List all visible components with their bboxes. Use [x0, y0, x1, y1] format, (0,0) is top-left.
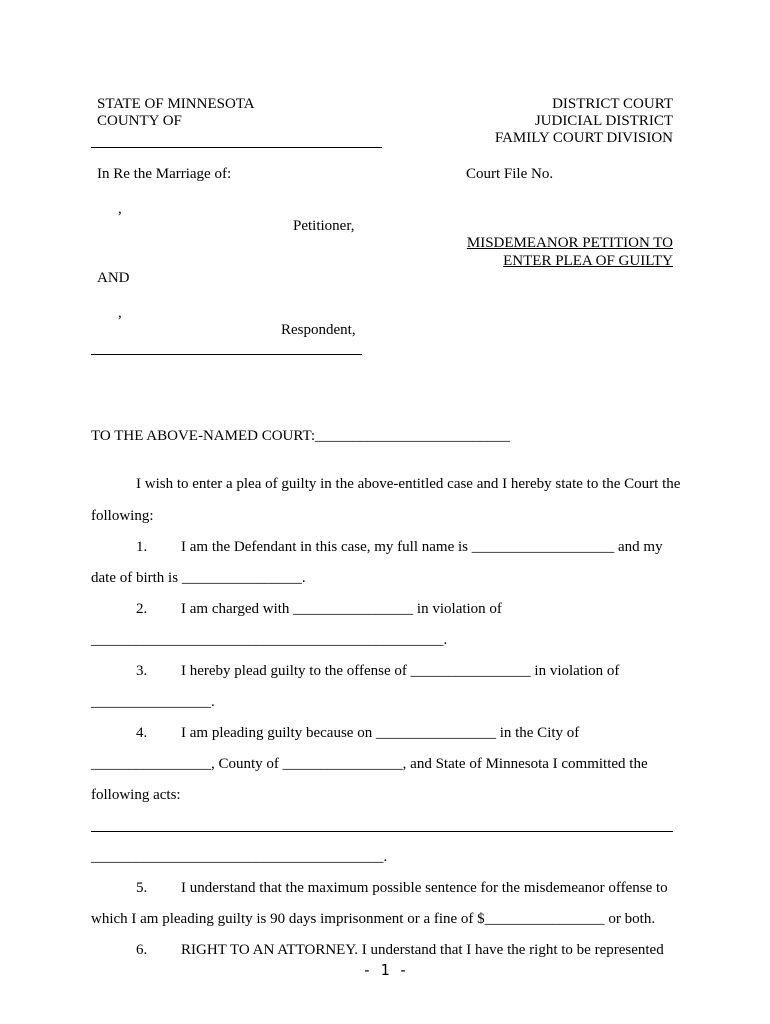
respondent-label: Respondent,	[281, 322, 356, 338]
intro-line-2: following:	[91, 508, 154, 524]
state-heading: STATE OF MINNESOTA	[97, 96, 255, 112]
court-heading: DISTRICT COURT	[552, 96, 673, 112]
item-6-number: 6.	[136, 942, 148, 958]
item-2-line-2: _______________________________________________.	[91, 632, 448, 648]
item-3-number: 3.	[136, 663, 148, 679]
document-title-line1: MISDEMEANOR PETITION TO	[466, 235, 673, 251]
item-4-line-5: _______________________________________.	[91, 849, 388, 865]
to-court-line: TO THE ABOVE-NAMED COURT:__________________________	[91, 428, 511, 444]
page-number: - 1 -	[362, 961, 408, 979]
court-file-label: Court File No.	[466, 166, 554, 182]
item-4-line-3: following acts:	[91, 787, 181, 803]
item-2-number: 2.	[136, 601, 148, 617]
item-4-acts-blank-line	[91, 831, 673, 832]
division-heading: FAMILY COURT DIVISION	[494, 130, 673, 146]
caption-bottom-line	[91, 354, 362, 355]
item-1-line-2: date of birth is ________________.	[91, 570, 306, 586]
item-5-line-2: which I am pleading guilty is 90 days imprisonment or a fine of $________________ or both.	[91, 911, 656, 927]
document-title-line2: ENTER PLEA OF GUILTY	[503, 253, 673, 269]
item-2-line-1: I am charged with ________________ in violation of	[181, 601, 502, 617]
item-6-line-1: RIGHT TO AN ATTORNEY. I understand that I have the right to be represented	[181, 942, 664, 958]
item-3-line-1: I hereby plead guilty to the offense of ________________ in violation of	[181, 663, 620, 679]
county-blank-line	[91, 147, 382, 148]
and-label: AND	[97, 270, 130, 286]
item-1-line-1: I am the Defendant in this case, my full name is ___________________ and my	[181, 539, 663, 555]
in-re-label: In Re the Marriage of:	[97, 166, 232, 182]
county-heading: COUNTY OF	[97, 113, 182, 129]
respondent-name-comma: ,	[118, 305, 122, 321]
petitioner-label: Petitioner,	[293, 218, 355, 234]
item-5-line-1: I understand that the maximum possible sentence for the misdemeanor offense to	[181, 880, 668, 896]
item-5-number: 5.	[136, 880, 148, 896]
item-4-line-1: I am pleading guilty because on ________________ in the City of	[181, 725, 580, 741]
item-4-line-2: ________________, County of ________________, and State of Minnesota I committed the	[91, 756, 648, 772]
petitioner-name-comma: ,	[118, 201, 122, 217]
item-4-number: 4.	[136, 725, 148, 741]
district-heading: JUDICIAL DISTRICT	[534, 113, 673, 129]
item-1-number: 1.	[136, 539, 148, 555]
item-3-line-2: ________________.	[91, 694, 215, 710]
intro-line-1: I wish to enter a plea of guilty in the above-entitled case and I hereby state to the Court the	[136, 476, 681, 492]
